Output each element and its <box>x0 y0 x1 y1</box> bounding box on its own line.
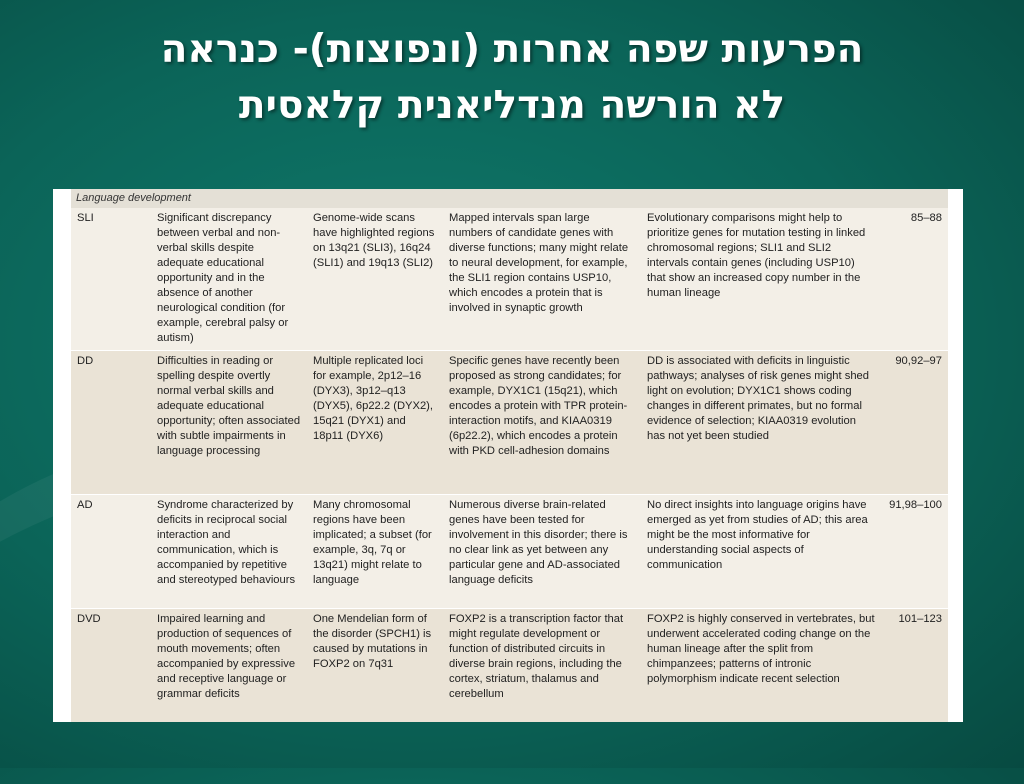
table-row <box>71 494 948 608</box>
loci-cell: One Mendelian form of the disorder (SPCH1) is caused by mutations in FOXP2 on 7q31 <box>313 613 432 670</box>
genes-cell: Numerous diverse brain-related genes have been tested for involvement in this disorder; there is no clear link as yet between any particular gene and AD-associated language deficits <box>449 499 628 586</box>
disorder-code-cell: DD <box>77 355 94 367</box>
definition-cell: Impaired learning and production of sequences of mouth movements; often accompanied by expressive and receptive language or grammar deficits <box>157 613 296 700</box>
slide-title <box>40 22 984 134</box>
evolution-cell: FOXP2 is highly conserved in vertebrates, but underwent accelerated coding change on the human lineage after the split from chimpanzees; patterns of intronic polymorphism indicate recent selection <box>647 613 875 685</box>
loci-cell: Many chromosomal regions have been implicated; a subset (for example, 3q, 7q or 13q21) might relate to language <box>313 499 432 586</box>
slide-title-line-2: לא הורשה מנדליאנית קלאסית <box>238 83 786 128</box>
disorder-code-cell: AD <box>77 499 93 511</box>
genes-cell: Specific genes have recently been proposed as strong candidates; for example, DYX1C1 (15q21), which encodes a protein with TPR protein-interaction motifs, and KIAA0319 (6p22.2), which encodes a protein with PKD cell-adhesion domains <box>449 355 628 457</box>
loci-cell: Multiple replicated loci for example, 2p12–16 (DYX3), 3p12–q13 (DYX5), 6p22.2 (DYX2), 15q21 (DYX1) and 18p11 (DYX6) <box>313 355 434 442</box>
definition-cell: Significant discrepancy between verbal and non-verbal skills despite adequate educational opportunity and in the absence of another neurological condition (for example, cerebral palsy or autism) <box>157 212 289 344</box>
references-cell: 85–88 <box>910 212 942 224</box>
slide-title-line-1: הפרעות שפה אחרות (ונפוצות)- כנראה <box>160 27 864 72</box>
definition-cell: Difficulties in reading or spelling despite overtly normal verbal skills and adequate educational opportunity; often associated with subtle impairments in language processing <box>157 355 301 457</box>
references-cell: 90,92–97 <box>895 355 942 367</box>
evolution-cell: No direct insights into language origins have emerged as yet from studies of AD; this area might be the most informative for understanding social aspects of communication <box>647 499 868 571</box>
references-cell: 91,98–100 <box>889 499 942 511</box>
references-cell: 101–123 <box>898 613 942 625</box>
evolution-cell: Evolutionary comparisons might help to prioritize genes for mutation testing in linked chromosomal regions; SLI1 and SLI2 intervals contain genes (including USP10) that show an increased copy number in the human lineage <box>647 212 866 299</box>
table-row <box>71 608 948 722</box>
loci-cell: Genome-wide scans have highlighted regions on 13q21 (SLI3), 16q24 (SLI1) and 19q13 (SLI2) <box>313 212 435 269</box>
genes-cell: Mapped intervals span large numbers of candidate genes with diverse functions; many might relate to neural development, for example, the SLI1 region contains USP10, which encodes a protein that is involved in synaptic growth <box>449 212 629 314</box>
language-disorders-table <box>53 189 963 722</box>
table-body <box>71 189 948 722</box>
table-caption: Language development <box>71 189 948 208</box>
table-row <box>71 350 948 494</box>
table-row <box>71 208 948 350</box>
genes-cell: FOXP2 is a transcription factor that might regulate development or function of distributed circuits in diverse brain regions, including the cortex, striatum, thalamus and cerebellum <box>449 613 624 700</box>
definition-cell: Syndrome characterized by deficits in reciprocal social interaction and communication, which is accompanied by repetitive and stereotyped behaviours <box>157 499 296 586</box>
disorder-code-cell: SLI <box>77 212 94 224</box>
evolution-cell: DD is associated with deficits in linguistic pathways; analyses of risk genes might shed light on evolution; DYX1C1 shows coding changes in different primates, but no formal evidence of selection; KIAA0319 evolution has not yet been studied <box>647 355 870 442</box>
disorder-code-cell: DVD <box>77 613 101 625</box>
